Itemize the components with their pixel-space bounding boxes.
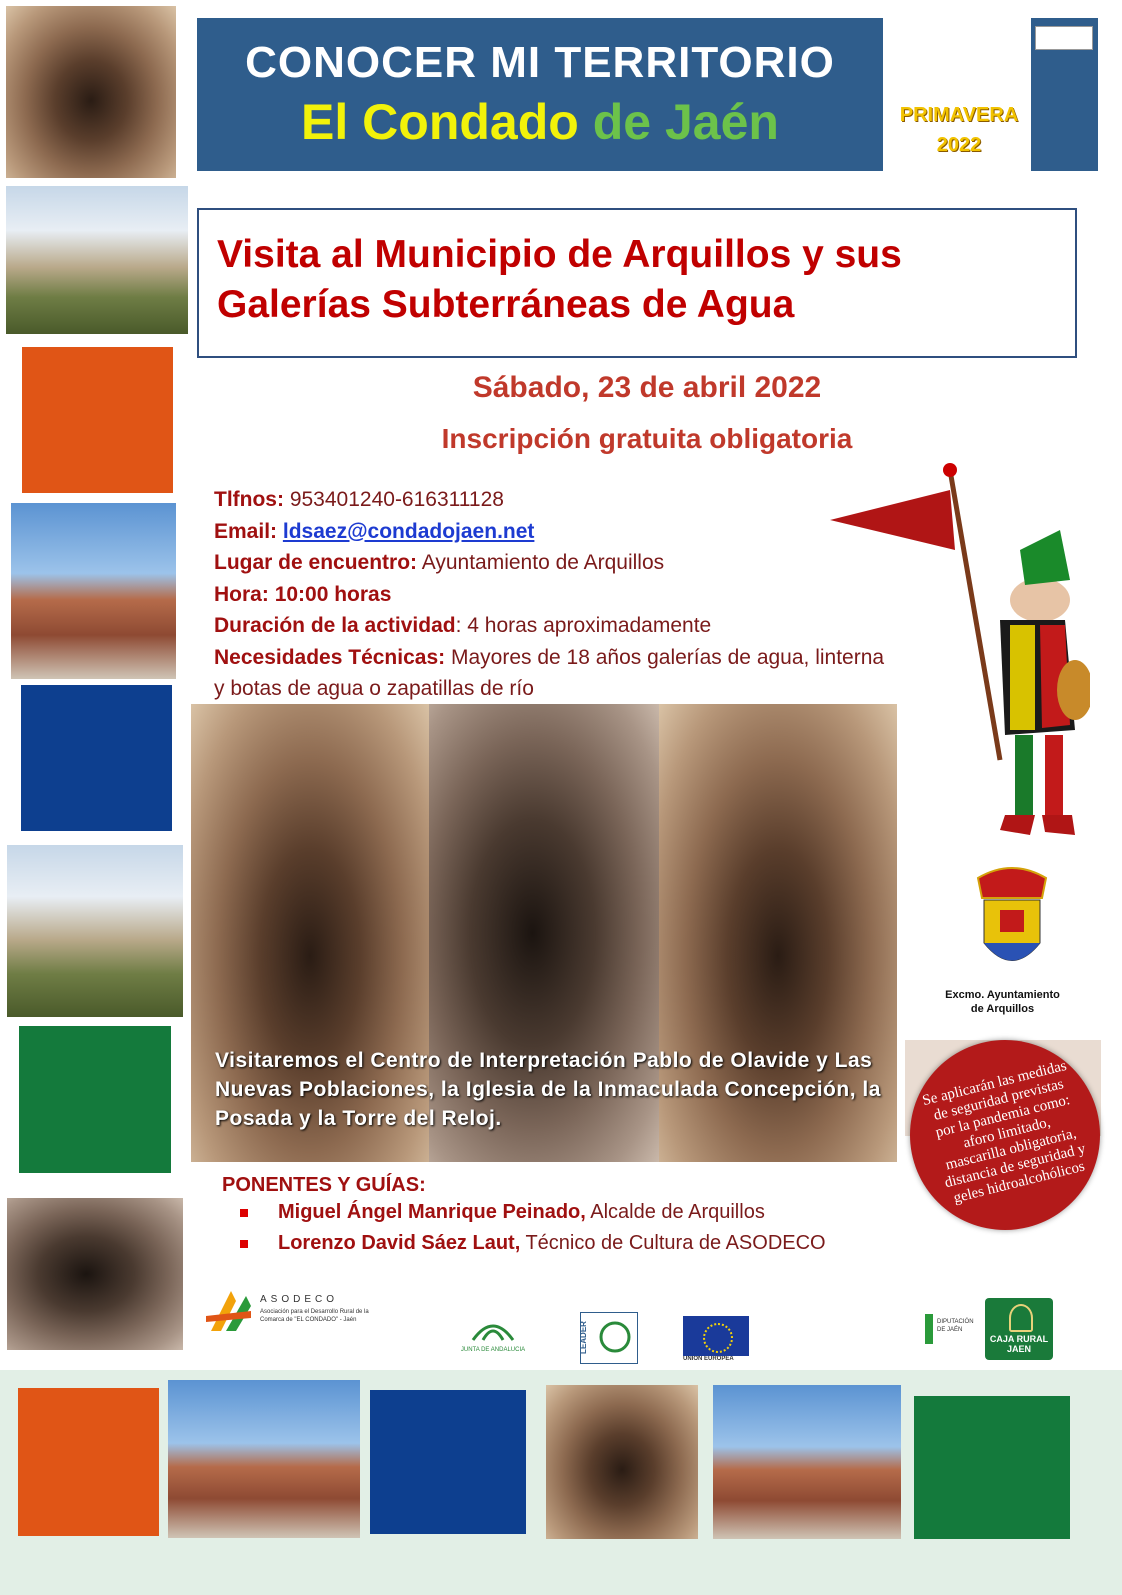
- event-title-line2: Galerías Subterráneas de Agua: [217, 283, 795, 326]
- header-subtitle-part1: El Condado: [301, 94, 579, 150]
- left-square-orange: [22, 347, 173, 493]
- left-photo-interior: [7, 1198, 183, 1350]
- email-label: Email:: [214, 519, 278, 543]
- coat-of-arms-icon: [970, 858, 1054, 982]
- diputacion-name: DIPUTACIÓN DE JAÉN: [937, 1319, 974, 1333]
- title-box: [197, 208, 1077, 358]
- asodeco-logo: [206, 1286, 376, 1340]
- needs-value: Mayores de 18 años galerías de agua, linterna: [450, 645, 885, 669]
- visit-caption: Visitaremos el Centro de Interpretación Pablo de Olavide y Las Nuevas Poblaciones, la Iglesia de la Inmaculada Concepción, la Posada y la Torre del Reloj.: [215, 1049, 881, 1130]
- event-title-line1: Visita al Municipio de Arquillos y sus: [217, 233, 902, 276]
- asodeco-icon: [206, 1286, 256, 1336]
- guide-role: Alcalde de Arquillos: [585, 1201, 765, 1223]
- event-date: Sábado, 23 de abril 2022: [472, 371, 822, 404]
- season-label: [886, 100, 1032, 160]
- guide-item: [222, 1197, 826, 1228]
- guide-item: [222, 1228, 826, 1259]
- eu-flag-icon: [683, 1316, 749, 1356]
- left-photo-tunnel: [6, 6, 176, 178]
- meeting-label: Lugar de encuentro:: [214, 551, 418, 574]
- eu-name: UNIÓN EUROPEA: [683, 1356, 734, 1362]
- diputacion-logo: [925, 1312, 975, 1352]
- event-title: [217, 230, 902, 330]
- bottom-square-green: [914, 1396, 1070, 1539]
- caja-rural-name: CAJA RURAL JAEN: [989, 1334, 1049, 1354]
- time-value: 10:00 horas: [274, 582, 392, 606]
- left-photo-clocktower: [11, 503, 176, 679]
- safety-seal-text: Se aplicarán las medidas de seguridad previstas por la pandemia como: aforo limitado, mascarilla obligatoria, distancia de seguridad y geles hidroalcohólicos: [920, 1057, 1088, 1207]
- duration-value: : 4 horas aproximadamente: [455, 614, 712, 637]
- header-subtitle: [197, 93, 883, 151]
- header-banner: [197, 18, 883, 171]
- asodeco-name: ASODECO: [260, 1294, 339, 1305]
- diputacion-icon: [925, 1314, 933, 1344]
- guides-section: [222, 1174, 826, 1259]
- duration-label: Duración de la actividad: [214, 614, 456, 637]
- asodeco-subtitle: Asociación para el Desarrollo Rural de la Comarca de "EL CONDADO" - Jaén: [260, 1309, 369, 1323]
- season-name: PRIMAVERA: [899, 104, 1019, 126]
- leader-icon: [597, 1319, 633, 1355]
- bottom-photo-building: [713, 1385, 901, 1539]
- coat-of-arms-caption: [930, 988, 1075, 1016]
- season-year: 2022: [936, 134, 982, 156]
- guides-list: [222, 1197, 826, 1259]
- registration-note: Inscripción gratuita obligatoria: [441, 423, 853, 454]
- junta-icon: [468, 1312, 518, 1342]
- phones-label: Tlfnos:: [214, 488, 284, 511]
- header-subtitle-part2: de Jaén: [592, 94, 779, 150]
- safety-seal: [910, 1040, 1100, 1230]
- header-title: CONOCER MI TERRITORIO: [245, 38, 835, 87]
- left-photo-landscape: [6, 186, 188, 334]
- left-square-green: [19, 1026, 171, 1173]
- phones-value: 953401240-616311128: [289, 488, 504, 511]
- caja-rural-icon: [1009, 1304, 1033, 1332]
- time-label: Hora:: [214, 582, 269, 606]
- caja-rural-logo: [985, 1298, 1053, 1360]
- guide-role: Técnico de Cultura de ASODECO: [520, 1232, 826, 1254]
- top-right-logo: [1031, 18, 1098, 171]
- junta-name: JUNTA DE ANDALUCIA: [460, 1347, 526, 1353]
- bottom-square-orange: [18, 1388, 159, 1536]
- guide-name: Lorenzo David Sáez Laut,: [278, 1232, 521, 1254]
- coat-of-arms-line1: Excmo. Ayuntamiento: [945, 989, 1060, 1001]
- guides-heading: PONENTES Y GUÍAS:: [222, 1174, 426, 1196]
- needs-label: Necesidades Técnicas:: [214, 645, 446, 669]
- left-square-blue: [21, 685, 172, 831]
- bottom-square-blue: [370, 1390, 526, 1534]
- left-photo-collage: [7, 845, 183, 1017]
- bottom-photo-tunnel: [546, 1385, 698, 1539]
- eu-logo: [683, 1316, 751, 1366]
- junta-logo: [445, 1312, 541, 1362]
- bottom-photo-church: [168, 1380, 360, 1538]
- leader-name: LEADER: [578, 1321, 588, 1354]
- meeting-value: Ayuntamiento de Arquillos: [421, 551, 665, 574]
- leader-logo: [580, 1312, 638, 1364]
- info-needs-cont: y botas de agua o zapatillas de río: [214, 677, 534, 700]
- coat-of-arms-line2: de Arquillos: [970, 1003, 1035, 1015]
- guide-name: Miguel Ángel Manrique Peinado,: [278, 1201, 586, 1223]
- email-link[interactable]: ldsaez@condadojaen.net: [282, 519, 535, 543]
